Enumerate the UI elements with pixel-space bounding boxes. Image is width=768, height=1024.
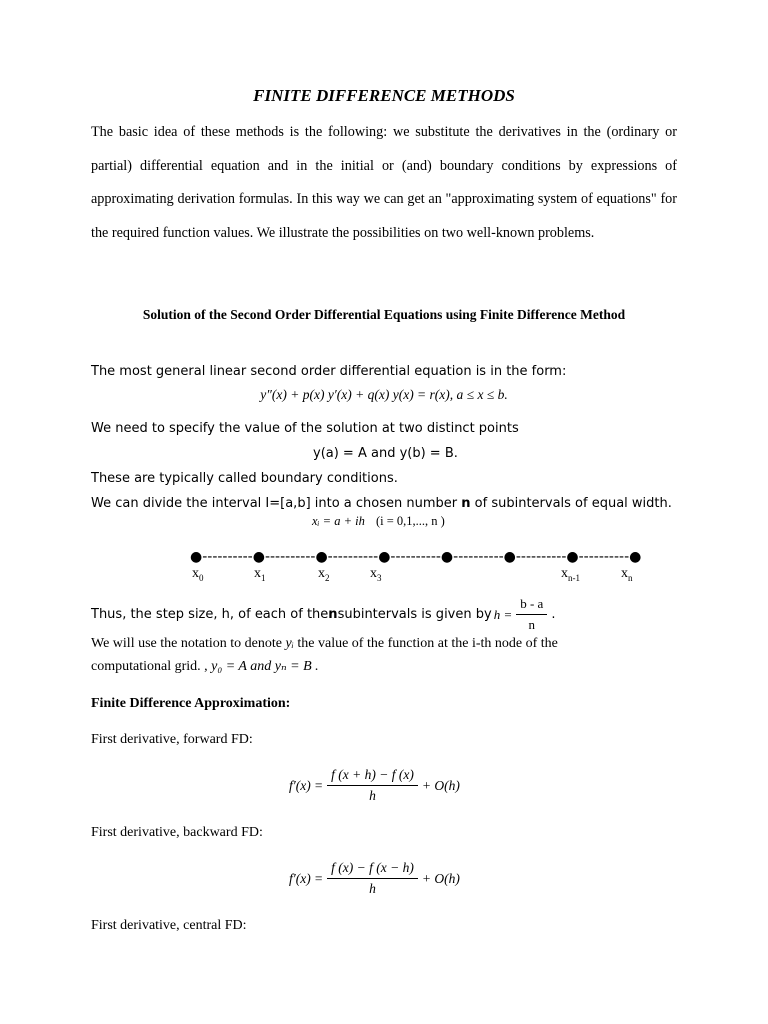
grid-label-x3: $x_3$ (370, 566, 382, 583)
notation-part1: We will use the notation to denote (91, 636, 286, 651)
fd-forward-formula (289, 767, 460, 804)
node-formula: xᵢ = a + ih (312, 514, 365, 528)
divide-text-part1: We can divide the interval I=[a,b] into a chosen number (91, 496, 462, 511)
step-n: n (328, 607, 338, 622)
step-size-line (91, 596, 555, 633)
step-text-part1: Thus, the step size, h, of each of the (91, 607, 329, 622)
notation-line (91, 636, 558, 652)
step-denominator: n (528, 617, 536, 632)
step-end: . (551, 607, 556, 622)
fd-forward-denominator: h (369, 788, 376, 803)
step-numerator: b - a (516, 596, 547, 615)
fd-forward-label: First derivative, forward FD: (91, 732, 253, 747)
fd-forward-fraction (327, 767, 418, 804)
intro-paragraph: The basic idea of these methods is the following: we substitute the derivatives in the (ordinary or partial) differential equation and in the initial or (and) boundary conditions by expressions of approximating derivation formulas. In this way we can get an "approximating system of equations" for the required function values. We illustrate the possibilities on two well-known problems. (91, 124, 677, 241)
grid-text: computational grid. , (91, 659, 208, 674)
fd-forward-numerator: f (x + h) − f (x) (327, 767, 418, 786)
divide-n: n (461, 496, 471, 511)
fd-backward-rhs: + O(h) (421, 870, 460, 886)
fd-backward-numerator: f (x) − f (x − h) (327, 860, 418, 879)
section-heading: Solution of the Second Order Differential Equations using Finite Difference Method (142, 307, 626, 322)
fd-forward-rhs: + O(h) (421, 777, 460, 793)
notation-yi: yᵢ (285, 636, 294, 651)
grid-label-x0: $x_0$ (192, 566, 204, 583)
step-fraction (516, 596, 547, 633)
step-h-eq: h = (493, 606, 513, 622)
divide-text (91, 496, 672, 511)
fda-heading: Finite Difference Approximation: (91, 696, 291, 711)
grid-boundary-eq: y₀ = A and yₙ = B . (211, 659, 319, 674)
grid-label-x1: $x_1$ (254, 566, 266, 583)
ode-equation: y″(x) + p(x) y′(x) + q(x) y(x) = r(x), a ≤ x ≤ b. (260, 387, 508, 402)
page-title: FINITE DIFFERENCE METHODS (253, 86, 515, 105)
node-formula-line (312, 514, 445, 529)
grid-diagram: ●----------●----------●----------●----------●----------●----------●----------● (190, 549, 642, 565)
grid-label-x2: $x_2$ (318, 566, 330, 583)
fd-backward-label: First derivative, backward FD: (91, 825, 263, 840)
fd-backward-fraction (327, 860, 418, 897)
specify-text: We need to specify the value of the solution at two distinct points (91, 421, 519, 436)
fd-central-label: First derivative, central FD: (91, 918, 247, 933)
node-range: (i = 0,1,..., n ) (376, 514, 445, 528)
divide-text-part2: of subintervals of equal width. (470, 496, 672, 511)
fd-backward-denominator: h (369, 881, 376, 896)
grid-label-xn-1: $x_{n-1}$ (561, 566, 580, 583)
boundary-called-text: These are typically called boundary conditions. (91, 471, 398, 486)
fd-backward-lhs: f′(x) = (289, 870, 324, 886)
notation-part2: the value of the function at the i-th node of the (293, 636, 558, 651)
fd-backward-formula (289, 860, 460, 897)
computational-grid-line (91, 658, 319, 675)
boundary-values: y(a) = A and y(b) = B. (313, 446, 458, 461)
step-text-part2: subintervals is given by (337, 607, 492, 622)
general-form-text: The most general linear second order differential equation is in the form: (91, 364, 567, 379)
fd-forward-lhs: f′(x) = (289, 777, 324, 793)
grid-label-xn: $x_n$ (621, 566, 633, 583)
